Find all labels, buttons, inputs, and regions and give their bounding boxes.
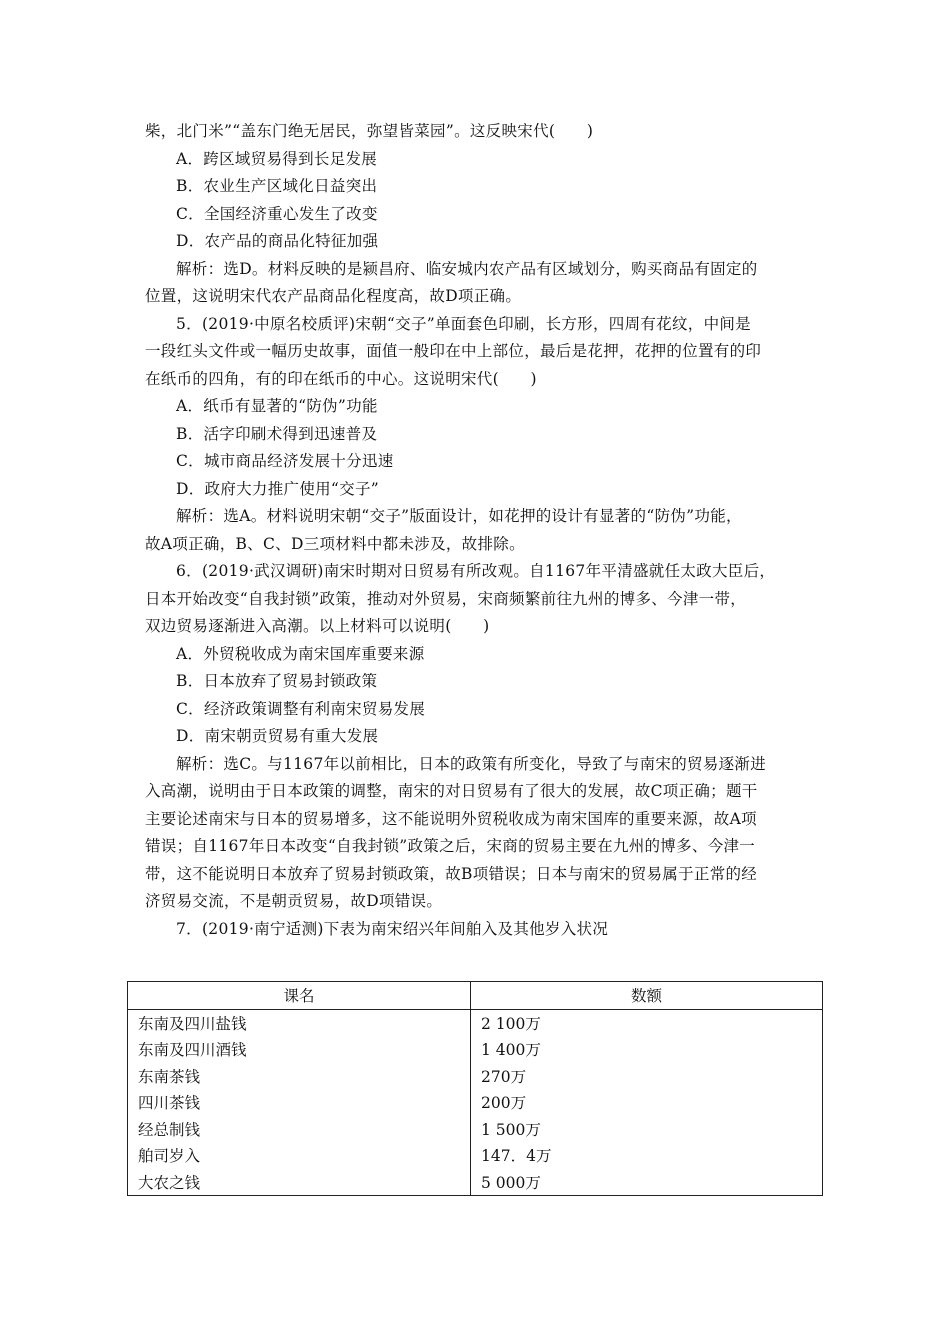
table-cell-amount: 1 500万 xyxy=(471,1116,823,1143)
q5-option-b: B．活字印刷术得到迅速普及 xyxy=(176,424,378,443)
table-cell-amount: 1 400万 xyxy=(471,1036,823,1063)
q5-option-c: C．城市商品经济发展十分迅速 xyxy=(176,452,394,470)
table-header-row xyxy=(128,982,823,1010)
table-cell-amount: 147．4万 xyxy=(471,1142,823,1169)
q5-stem-line: 在纸币的四角，有的印在纸币的中心。这说明宋代( ) xyxy=(145,369,537,388)
q4-analysis-line: 位置，这说明宋代农产品商品化程度高，故D项正确。 xyxy=(145,287,522,305)
revenue-table-container xyxy=(127,981,823,1196)
table-cell-item: 东南及四川酒钱 xyxy=(128,1036,471,1063)
table-cell-amount: 2 100万 xyxy=(471,1009,823,1036)
q5-stem-line: 一段红头文件或一幅历史故事，面值一般印在中上部位，最后是花押，花押的位置有的印 xyxy=(145,342,762,360)
q5-analysis-line: 故A项正确，B、C、D三项材料中都未涉及，故排除。 xyxy=(145,534,525,553)
table-cell-item: 四川茶钱 xyxy=(128,1089,471,1116)
table-row xyxy=(128,1009,823,1036)
q5-stem-line: 5．(2019·中原名校质评)宋朝“交子”单面套色印刷，长方形，四周有花纹，中间是 xyxy=(176,314,751,333)
q6-analysis-line: 解析：选C。与1167年以前相比，日本的政策有所变化，导致了与南宋的贸易逐渐进 xyxy=(176,754,767,773)
table-row xyxy=(128,1169,823,1196)
q6-option-c: C．经济政策调整有利南宋贸易发展 xyxy=(176,699,426,718)
table-header-amount: 数额 xyxy=(471,982,823,1010)
table-header-item: 课名 xyxy=(128,982,471,1010)
q6-analysis-line: 错误；自1167年日本改变“自我封锁”政策之后，宋商的贸易主要在九州的博多、今津一 xyxy=(145,837,756,855)
q5-analysis-line: 解析：选A。材料说明宋朝“交子”版面设计，如花押的设计有显著的“防伪”功能， xyxy=(176,507,742,525)
table-cell-item: 东南茶钱 xyxy=(128,1063,471,1090)
q6-analysis-line: 主要论述南宋与日本的贸易增多，这不能说明外贸税收成为南宋国库的重要来源，故A项 xyxy=(145,809,757,828)
q4-option-c: C．全国经济重心发生了改变 xyxy=(176,204,378,223)
q6-analysis-line: 带，这不能说明日本放弃了贸易封锁政策，故B项错误；日本与南宋的贸易属于正常的经 xyxy=(145,864,758,883)
table-cell-amount: 5 000万 xyxy=(471,1169,823,1196)
q6-stem-line: 日本开始改变“自我封锁”政策，推动对外贸易，宋商频繁前往九州的博多、今津一带， xyxy=(145,589,747,608)
table-row xyxy=(128,1089,823,1116)
q6-analysis-line: 济贸易交流，不是朝贡贸易，故D项错误。 xyxy=(145,892,443,910)
q6-option-a: A．外贸税收成为南宋国库重要来源 xyxy=(176,644,425,663)
revenue-table xyxy=(127,981,823,1196)
table-cell-item: 大农之钱 xyxy=(128,1169,471,1196)
table-cell-item: 经总制钱 xyxy=(128,1116,471,1143)
table-row xyxy=(128,1036,823,1063)
q4-option-d: D．农产品的商品化特征加强 xyxy=(176,232,379,250)
table-cell-amount: 270万 xyxy=(471,1063,823,1090)
q7-stem: 7．(2019·南宁适测)下表为南宋绍兴年间舶入及其他岁入状况 xyxy=(176,919,609,938)
q6-stem-line: 双边贸易逐渐进入高潮。以上材料可以说明( ) xyxy=(145,617,490,635)
table-cell-item: 舶司岁入 xyxy=(128,1142,471,1169)
table-row xyxy=(128,1116,823,1143)
q6-analysis-line: 入高潮，说明由于日本政策的调整，南宋的对日贸易有了很大的发展，故C项正确；题干 xyxy=(145,782,758,800)
q5-option-a: A．纸币有显著的“防伪”功能 xyxy=(176,397,378,415)
table-row xyxy=(128,1063,823,1090)
q4-option-a: A．跨区域贸易得到长足发展 xyxy=(176,149,378,168)
table-row xyxy=(128,1142,823,1169)
q6-stem-line: 6．(2019·武汉调研)南宋时期对日贸易有所改观。自1167年平清盛就任太政大臣后， xyxy=(176,562,776,580)
table-cell-amount: 200万 xyxy=(471,1089,823,1116)
q4-option-b: B．农业生产区域化日益突出 xyxy=(176,177,378,195)
q6-option-d: D．南宋朝贡贸易有重大发展 xyxy=(176,727,379,745)
q4-stem-end: 柴，北门米”“盖东门绝无居民，弥望皆菜园”。这反映宋代( ) xyxy=(145,122,594,140)
q5-option-d: D．政府大力推广使用“交子” xyxy=(176,479,379,498)
q4-analysis-line: 解析：选D。材料反映的是颍昌府、临安城内农产品有区域划分，购买商品有固定的 xyxy=(176,259,758,278)
table-cell-item: 东南及四川盐钱 xyxy=(128,1009,471,1036)
q6-option-b: B．日本放弃了贸易封锁政策 xyxy=(176,672,378,690)
question-content xyxy=(145,118,805,943)
